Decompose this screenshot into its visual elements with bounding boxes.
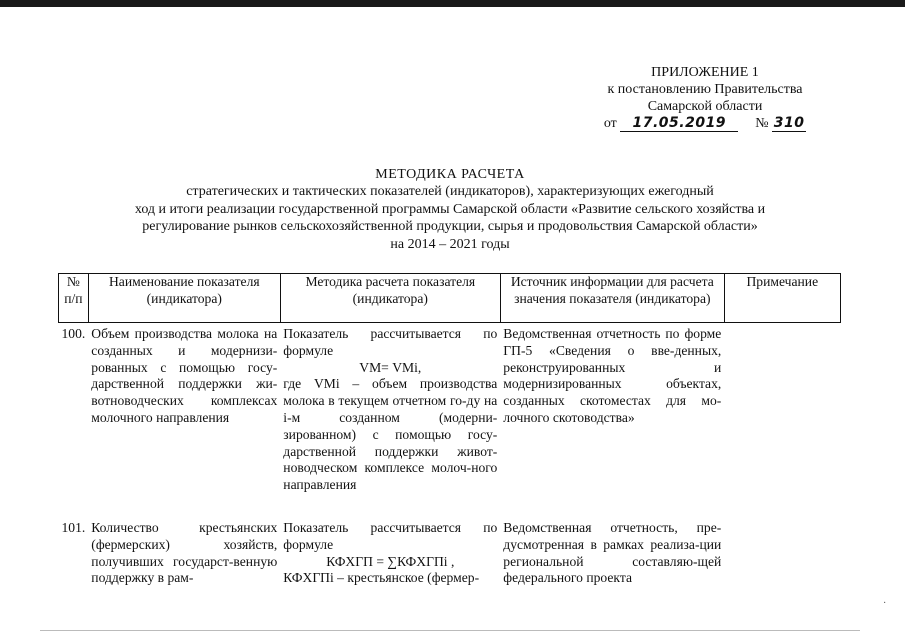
- title-line-4: на 2014 – 2021 годы: [390, 236, 510, 252]
- annex-block: [560, 64, 850, 132]
- title-main: МЕТОДИКА РАСЧЕТА: [375, 167, 525, 182]
- row-number: 100.: [61, 326, 86, 341]
- date-field: [620, 116, 738, 132]
- method-explanation: где VМi – объем производства молока в текущем отчетном го-ду на i-м созданном (модерни-зированном) с помощью госу-дарственной поддержки живот-новодческом комплексе молоч-ного направления: [283, 376, 498, 493]
- method-intro: Показатель рассчитывается по формуле: [283, 519, 498, 552]
- row-indicator-name: Количество крестьянских (фермерских) хозяйств, получивших государст-венную поддержку в рам-: [91, 519, 278, 586]
- row-note: [724, 323, 840, 494]
- row-note: [724, 494, 840, 587]
- table-row: [59, 494, 841, 587]
- annex-date-line: [560, 115, 850, 132]
- scan-top-edge: [0, 0, 905, 7]
- method-formula: КФХГП = ∑КФХГПi ,: [326, 553, 455, 569]
- header-note: Примечание: [724, 274, 840, 323]
- annex-line-region: Самарской области: [647, 99, 763, 114]
- number-handwritten: 310: [773, 115, 805, 131]
- row-method: [280, 323, 500, 494]
- header-source: Источник информации для расчета значения показателя (индикатора): [500, 274, 724, 323]
- date-prefix: от: [603, 116, 617, 131]
- title-line-1: стратегических и тактических показателей (индикаторов), характеризующих ежегодный: [186, 184, 714, 200]
- row-source: Ведомственная отчетность по форме ГП-5 «Сведения о вве-денных, реконструированных и модернизированных объектах, созданных скотоместах для мо-лочного скотоводства»: [503, 326, 722, 425]
- indicators-table: [58, 273, 841, 587]
- document-title: [60, 166, 840, 253]
- method-formula: VМ= VМi,: [359, 359, 422, 375]
- row-number: 101.: [61, 519, 86, 535]
- header-method: Методика расчета показателя (индикатора): [280, 274, 500, 323]
- title-line-2: ход и итоги реализации государственной программы Самарской области «Развитие сельского хозяйства и: [134, 201, 766, 217]
- method-explanation: КФХГПi – крестьянское (фермер-: [283, 570, 480, 586]
- row-method: [280, 494, 500, 587]
- scan-speck: ·: [883, 598, 887, 609]
- method-intro: Показатель рассчитывается по формуле: [283, 326, 498, 358]
- number-prefix: №: [755, 116, 769, 131]
- header-name: Наименование показателя (индикатора): [88, 274, 280, 323]
- date-handwritten: 17.05.2019: [632, 115, 727, 131]
- table-row: [59, 323, 841, 494]
- title-line-3: регулирование рынков сельскохозяйственной продукции, сырья и продовольствия Самарской области»: [142, 219, 758, 235]
- row-source: Ведомственная отчетность, пре-дусмотренная в рамках реализа-ции региональной составляю-щей федерального проекта: [503, 519, 722, 586]
- scan-bottom-edge: [40, 630, 860, 631]
- header-num: № п/п: [59, 274, 89, 323]
- annex-line-decree: к постановлению Правительства: [607, 82, 803, 97]
- annex-title: ПРИЛОЖЕНИЕ 1: [651, 65, 759, 80]
- table-header-row: [59, 274, 841, 323]
- row-indicator-name: Объем производства молока на созданных и модернизи-рованных с помощью госу-дарственной поддержки жи-вотноводческих комплексах молочного направления: [91, 326, 278, 425]
- number-field: [772, 116, 806, 132]
